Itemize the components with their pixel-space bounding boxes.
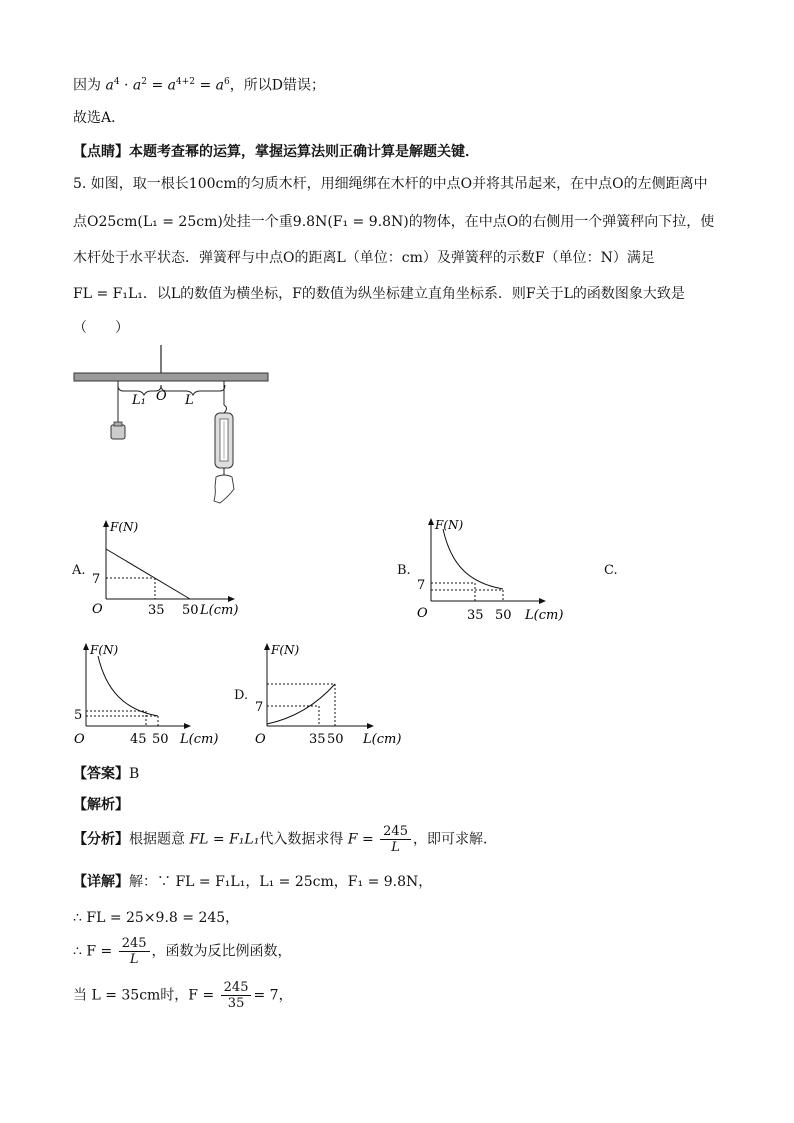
graph-a [88,517,258,622]
lever-label-l: L [185,393,194,408]
svg-text:35: 35 [148,603,165,618]
svg-text:L(cm): L(cm) [525,608,564,623]
svg-text:7: 7 [255,700,264,715]
svg-text:50: 50 [152,732,169,747]
calc-line-2: ∴ F = $\frac{245}{L}$ ，函数为反比例函数， [73,936,292,967]
jiexi-line: 【解析】 [73,797,129,813]
svg-text:L(cm): L(cm) [200,603,239,618]
svg-text:7: 7 [417,578,426,593]
graph-c [72,638,232,750]
svg-text:F(N): F(N) [110,520,139,534]
option-a-label: A. [72,563,86,578]
option-b-label: B. [397,563,411,578]
graph-d [253,638,413,750]
svg-text:O: O [92,602,103,617]
svg-text:50: 50 [327,732,344,747]
dianjing-line: 【点睛】本题考查幂的运算，掌握运算法则正确计算是解题关键． [73,144,479,160]
lever-label-o: O [156,389,167,404]
calc-line-3: 当 L = 35cm时，F = $\frac{245}{35}$ = 7， [73,980,293,1011]
svg-text:L(cm): L(cm) [180,732,219,747]
svg-text:O: O [417,606,428,621]
svg-text:O: O [255,732,266,747]
answer-line: 【答案】B [73,766,140,782]
svg-text:O: O [74,732,85,747]
svg-text:7: 7 [92,572,101,587]
option-d-label: D. [234,688,249,703]
choose-line: 故选A． [73,110,126,126]
svg-text:35: 35 [467,608,484,623]
svg-text:F(N): F(N) [435,518,464,532]
lever-figure [70,345,280,510]
question-5-line-4: FL = F₁L₁．以L的数值为横坐标，F的数值为纵坐标建立直角坐标系．则F关于L的函数图象大致是 [73,286,685,302]
fenxi-line: 【分析】根据题意 FL = F₁L₁代入数据求得 F = $\frac{245}{L}$ ，即可求解． [73,824,497,855]
graph-b [413,515,573,627]
svg-text:45: 45 [130,732,147,747]
svg-text:F(N): F(N) [90,643,119,657]
svg-text:L(cm): L(cm) [363,732,402,747]
xiangjie-line: 【详解】解：∵ FL = F₁L₁，L₁ = 25cm，F₁ = 9.8N， [73,874,433,890]
svg-text:35: 35 [309,732,326,747]
option-c-label: C. [604,563,618,578]
fraction-245-over-l: $\frac{245}{L}$ [380,824,411,855]
lever-label-l1: L₁ [132,393,146,408]
question-5-paren: （ ） [73,320,129,336]
svg-text:50: 50 [182,603,199,618]
question-5-line-1: 5. 如图，取一根长100cm的匀质木杆，用细绳绑在木杆的中点O并将其吊起来，在中点O的左侧距离中 [73,176,708,192]
calc-line-1: ∴ FL = 25×9.8 = 245， [73,910,240,926]
d-option-explanation: 因为 $a^4 \cdot a^2 = a^{4+2} = a^6$，所以D错误； [73,77,325,94]
question-5-line-3: 木杆处于水平状态．弹簧秤与中点O的距离L（单位：cm）及弹簧秤的示数F（单位：N）满足 [73,250,655,266]
svg-text:50: 50 [495,608,512,623]
svg-text:F(N): F(N) [271,643,300,657]
question-5-line-2: 点O25cm(L₁ = 25cm)处挂一个重9.8N(F₁ = 9.8N)的物体，在中点O的右侧用一个弹簧秤向下拉，使 [73,214,715,230]
svg-text:5: 5 [74,708,83,723]
